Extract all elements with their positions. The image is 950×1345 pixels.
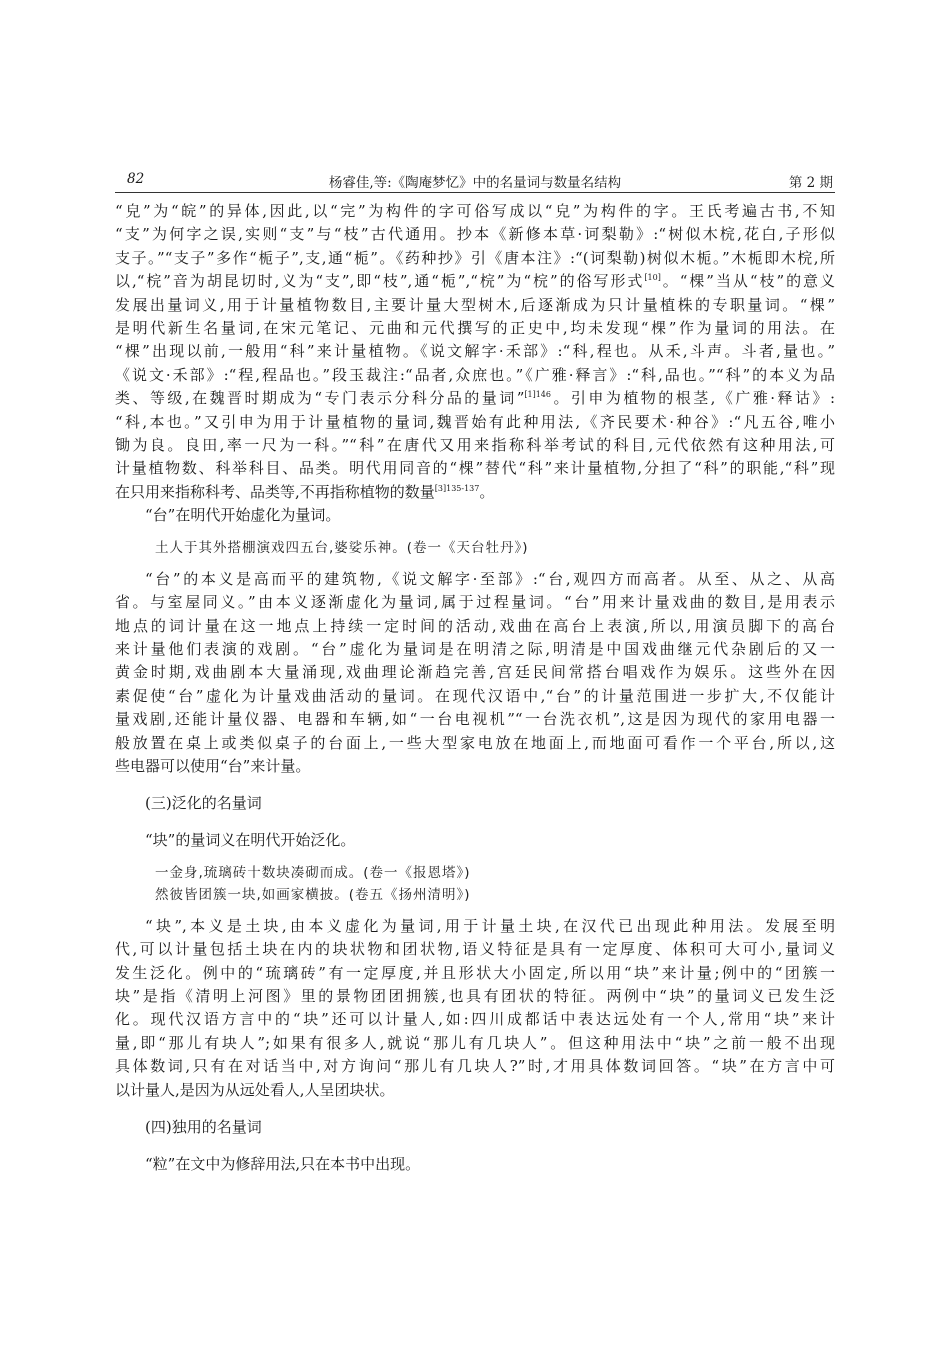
text-line: 以计量人,是因为从远处看人,人呈团块状。 [115,1080,395,1099]
text-line: 代,可以计量包括土块在内的块状物和团状物,语义特征是具有一定厚度、体积可大可小,量词义 [115,940,835,959]
page-number: 82 [127,171,145,187]
section-heading: (四)独用的名量词 [145,1118,262,1136]
paragraph-ke [115,200,835,504]
paragraph-kuai-intro [115,829,835,852]
issue-label: 第 2 期 [788,175,833,191]
paragraph-kuai [115,915,835,1102]
text-line: 地点的词计量在这一地点上持续一定时间的活动,戏曲在高台上表演,所以,用演员脚下的高台 [115,616,835,635]
text-line: 支子。”“支子”多作“栀子”,支,通“栀”。《药种抄》引《唐本注》:“(诃梨勒)树似木栀。”木栀即木梡,所 [115,248,835,267]
text-line: “台”在明代开始虚化为量词。 [145,506,341,525]
text-line: 化。现代汉语方言中的“块”还可以计量人,如:四川成都话中表达远处有一个人,常用“块”来计 [115,1010,835,1029]
text-segment: 。引申为植物的根茎,《广雅·释诂》: [550,389,835,408]
text-line: 具体数词,只有在对话当中,对方询问“那儿有几块人?”时,才用具体数词回答。“块”在方言中可 [115,1057,835,1076]
text-line: 些电器可以使用“台”来计量。 [115,756,311,775]
text-line: “台”的本义是高而平的建筑物,《说文解字·至部》:“台,观四方而高者。从至、从之、从高 [145,569,835,588]
text-line: 量戏剧,还能计量仪器、电器和车辆,如“一台电视机”“一台洗衣机”,这是因为现代的家用电器一 [115,710,835,729]
text-line: 般放置在桌上或类似桌子的台面上,一些大型家电放在地面上,而地面可看作一个平台,所以,这 [115,733,835,752]
example-quote: 土人于其外搭棚演戏四五台,婆娑乐神。(卷一《天台牡丹》) [155,539,529,556]
text-line: 《说文·禾部》:“程,程品也。”段玉裁注:“品者,众庶也。”《广雅·释言》:“科,品也。”“科”的本义为品 [115,365,835,384]
paragraph-tai [115,568,835,779]
text-line: “科,本也。”又引申为用于计量植物的量词,魏晋始有此种用法,《齐民要术·种谷》:“凡五谷,唯小 [115,412,835,431]
citation-ref: [3]135-137 [434,483,480,493]
text-line: “块”,本义是土块,由本义虚化为量词,用于计量土块,在汉代已出现此种用法。发展至明 [145,916,835,935]
text-segment: 。 [479,482,495,501]
text-line: 发展出量词义,用于计量植物数目,主要计量大型树木,后逐渐成为只计量植株的专职量词。“棵” [115,295,835,314]
text-line: 量,即“那儿有块人”;如果有很多人,就说“那儿有几块人”。但这种用法中“块”之前一般不出现 [115,1033,835,1052]
text-line: 发生泛化。例中的“琉璃砖”有一定厚度,并且形状大小固定,所以用“块”来计量;例中的“团簇一 [115,963,835,982]
text-line: “粒”在文中为修辞用法,只在本书中出现。 [145,1155,421,1173]
text-segment: 类、等级,在魏晋时期成为“专门表示分科分品的量词” [115,389,525,408]
text-line: 锄为良。良田,率一尺为一科。”“科”在唐代又用来指称科举考试的科目,元代依然有这种用法,可 [115,436,835,455]
text-line: 是明代新生名量词,在宋元笔记、元曲和元代撰写的正史中,均未发现“棵”作为量词的用法。在 [115,319,835,338]
paragraph-li-intro [115,1153,835,1176]
text-line: 省。与室屋同义。”由本义逐渐虚化为量词,属于过程量词。“台”用来计量戏曲的数目,是用表示 [115,593,835,612]
text-line: 计量植物数、科举科目、品类。明代用同音的“棵”替代“科”来计量植物,分担了“科”的职能,“科”现 [115,459,835,478]
text-line: “皃”为“皖”的异体,因此,以“完”为构件的字可俗写成以“皃”为构件的字。王氏考遍古书,不知 [115,202,835,220]
text-line: 素促使“台”虚化为计量戏曲活动的量词。在现代汉语中,“台”的计量范围进一步扩大,不仅能计 [115,686,835,705]
section-heading: (三)泛化的名量词 [145,794,262,813]
citation-ref: [1]146 [524,390,551,400]
example-quote: 一金身,琉璃砖十数块凑砌而成。(卷一《报恩塔》) [155,864,471,881]
citation-ref: [10] [644,273,661,283]
text-line: “棵”出现以前,一般用“科”来计量植物。《说文解字·禾部》:“科,程也。从禾,斗声。斗者,量也。” [115,342,835,361]
text-line: “支”为何字之误,实则“支”与“枝”古代通用。抄本《新修本草·诃梨勒》:“树似木梡,花白,子形似 [115,225,835,244]
text-line: 黄金时期,戏曲剧本大量涌现,戏曲理论渐趋完善,宫廷民间常搭台唱戏作为娱乐。这些外在因 [115,663,835,682]
article-body [115,200,835,1176]
text-segment: 在只用来指称科考、品类等,不再指称植物的数量 [115,482,435,501]
text-line [115,481,835,504]
text-line [115,270,835,293]
example-quote: 然彼皆团簇一块,如画家横披。(卷五《扬州清明》) [155,886,471,903]
text-segment: 以,“梡”音为胡昆切时,义为“支”,即“枝”,通“栀”,“梡”为“梡”的俗写形式 [115,272,645,291]
text-segment: 。“棵”当从“枝”的意义 [660,272,835,291]
text-line [115,387,835,410]
text-line: “块”的量词义在明代开始泛化。 [145,831,356,850]
running-header [115,170,835,193]
text-line: 块”是指《清明上河图》里的景物团团拥簇,也具有团状的特征。两例中“块”的量词义已发生泛 [115,986,835,1005]
paragraph-tai-intro [115,504,835,527]
running-title: 杨睿佳,等:《陶庵梦忆》中的名量词与数量名结构 [328,175,622,191]
text-line: 来计量他们表演的戏剧。“台”虚化为量词是在明清之际,明清是中国戏曲继元代杂剧后的又一 [115,639,835,658]
